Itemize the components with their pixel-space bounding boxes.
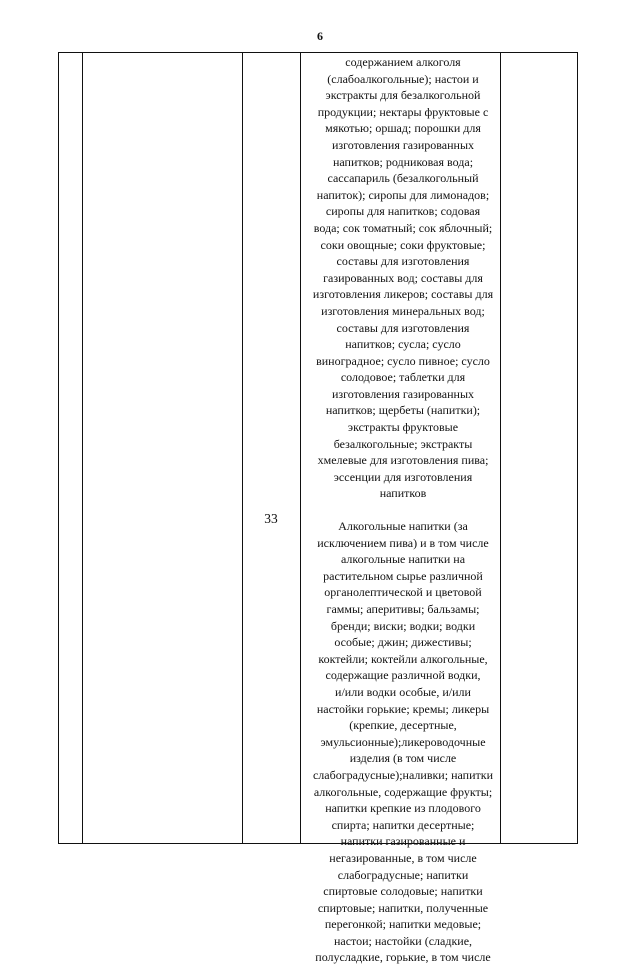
text-line: спирта; напитки десертные; <box>331 817 475 832</box>
text-line: слабоградусные; напитки <box>337 867 469 882</box>
text-line: составы для изготовления <box>336 254 470 269</box>
text-line: алкогольные напитки на <box>340 552 466 567</box>
text-line: солодовое; таблетки для <box>340 370 466 385</box>
class-33-goods-list <box>307 518 499 966</box>
text-line: мякотью; оршад; порошки для <box>325 121 481 136</box>
text-line: составы для изготовления <box>336 320 470 335</box>
text-line: и/или водки особые, и/или <box>335 684 471 699</box>
text-line: настои; настойки (сладкие, <box>333 933 473 948</box>
text-line: бренди; виски; водки; водки <box>330 618 476 633</box>
text-line: негазированные, в том числе <box>329 850 477 865</box>
text-line: (крепкие, десертные, <box>349 718 457 733</box>
text-line: изделия (в том числе <box>349 751 457 766</box>
text-line: изготовления ликеров; составы для <box>312 287 494 302</box>
text-line: коктейли; коктейли алкогольные, <box>318 651 488 666</box>
text-line: алкогольные, содержащие фрукты; <box>313 784 493 799</box>
text-line: напиток); сиропы для лимонадов; <box>316 187 490 202</box>
column-divider <box>82 53 83 843</box>
text-line: содержащие различной водки, <box>325 668 481 683</box>
text-line: напитков; сусла; сусло <box>345 337 461 352</box>
text-line: экстракты фруктовые <box>347 420 459 435</box>
text-line: полусладкие, горькие, в том числе <box>315 950 491 965</box>
text-line: настойки горькие; кремы; ликеры <box>316 701 490 716</box>
text-line: эссенции для изготовления <box>333 469 473 484</box>
text-line: слабоградусные);наливки; напитки <box>312 767 493 782</box>
text-line: растительном сырье различной <box>323 568 483 583</box>
text-line: соки овощные; соки фруктовые; <box>320 237 486 252</box>
text-line: газированных вод; составы для <box>323 270 483 285</box>
text-line: изготовления газированных <box>331 386 475 401</box>
column-divider <box>242 53 243 843</box>
text-line: напитков; щербеты (напитки); <box>325 403 481 418</box>
page-number: 6 <box>317 29 323 43</box>
column-divider <box>500 53 501 843</box>
text-line: вода; сок томатный; сок яблочный; <box>313 220 493 235</box>
text-line: эмульсионные);ликероводочные <box>320 734 486 749</box>
text-line: изготовления газированных <box>331 137 475 152</box>
text-line: перегонкой; напитки медовые; <box>324 917 482 932</box>
text-line: Алкогольные напитки (за <box>338 519 468 534</box>
text-line: содержанием алкоголя <box>345 55 461 69</box>
text-line: особые; джин; дижестивы; <box>334 635 472 650</box>
text-line: экстракты для безалкогольной <box>325 88 481 103</box>
text-line: безалкогольные; экстракты <box>333 436 473 451</box>
text-line: спиртовые солодовые; напитки <box>323 884 483 899</box>
text-line: сассапариль (безалкогольный <box>327 171 479 186</box>
text-line: виноградное; сусло пивное; сусло <box>316 353 490 368</box>
text-line: хмелевые для изготовления пива; <box>317 453 489 468</box>
continued-goods-list <box>307 54 499 502</box>
text-line: спиртовые; напитки, полученные <box>317 900 489 915</box>
text-line: напитки газированные и <box>340 834 466 849</box>
text-line: сиропы для напитков; содовая <box>325 204 481 219</box>
text-line: (слабоалкогольные); настои и <box>327 71 479 86</box>
text-line: изготовления минеральных вод; <box>321 303 485 318</box>
text-line: органолептической и цветовой <box>324 585 482 600</box>
goods-description-cell <box>307 54 499 966</box>
text-line: гаммы; аперитивы; бальзамы; <box>326 602 480 616</box>
text-line: исключением пива) и в том числе <box>317 535 489 550</box>
class-number-cell: 33 <box>264 511 278 526</box>
text-line: продукции; нектары фруктовые с <box>317 104 489 119</box>
text-line: напитков; родниковая вода; <box>332 154 474 169</box>
goods-table <box>58 52 578 965</box>
text-line: напитков <box>379 486 427 501</box>
column-divider <box>300 53 301 843</box>
text-line: напитки крепкие из плодового <box>325 801 481 816</box>
